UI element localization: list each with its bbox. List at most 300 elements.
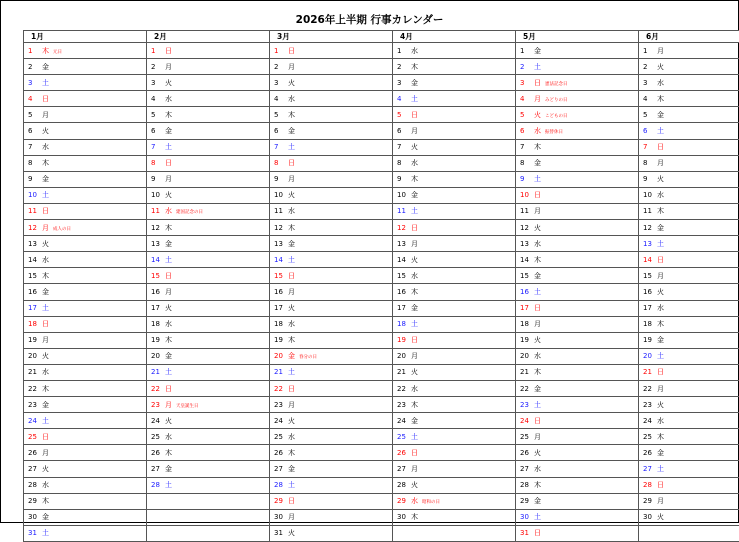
day-row <box>24 91 739 107</box>
day-cell <box>516 300 639 316</box>
day-cell <box>24 139 147 155</box>
day-number: 12 <box>147 224 165 232</box>
weekday-label: 月 <box>42 448 53 458</box>
day-number: 15 <box>639 272 657 280</box>
day-cell <box>393 461 516 477</box>
day-cell <box>147 155 270 171</box>
weekday-label: 木 <box>411 287 422 297</box>
month-header-row <box>24 31 739 43</box>
day-number: 10 <box>147 191 165 199</box>
day-number: 24 <box>147 417 165 425</box>
day-cell <box>24 284 147 300</box>
day-number: 20 <box>516 352 534 360</box>
weekday-label: 木 <box>165 335 176 345</box>
weekday-label: 火 <box>165 190 176 200</box>
weekday-label: 木 <box>411 62 422 72</box>
weekday-label: 火 <box>657 512 668 522</box>
weekday-label: 金 <box>411 416 422 426</box>
weekday-label: 土 <box>534 174 545 184</box>
day-cell <box>516 59 639 75</box>
day-cell <box>393 220 516 236</box>
day-cell <box>639 300 739 316</box>
day-cell <box>393 493 516 509</box>
holiday-label: 成人の日 <box>53 227 71 232</box>
day-number: 26 <box>24 449 42 457</box>
day-cell <box>24 477 147 493</box>
day-cell <box>639 413 739 429</box>
day-cell <box>393 397 516 413</box>
weekday-label: 金 <box>288 351 299 361</box>
weekday-label: 火 <box>42 126 53 136</box>
day-number: 12 <box>270 224 288 232</box>
weekday-label: 月 <box>288 512 299 522</box>
day-number: 18 <box>393 320 411 328</box>
day-cell <box>270 284 393 300</box>
weekday-label: 月 <box>534 94 545 104</box>
day-number: 31 <box>516 529 534 537</box>
day-row <box>24 380 739 396</box>
day-number: 22 <box>639 385 657 393</box>
day-cell <box>393 332 516 348</box>
day-cell <box>24 59 147 75</box>
day-number: 3 <box>639 79 657 87</box>
day-number: 3 <box>270 79 288 87</box>
day-number: 7 <box>270 143 288 151</box>
weekday-label: 火 <box>657 62 668 72</box>
day-number: 1 <box>147 47 165 55</box>
day-number: 5 <box>147 111 165 119</box>
weekday-label: 火 <box>42 464 53 474</box>
weekday-label: 金 <box>657 448 668 458</box>
day-cell <box>24 380 147 396</box>
day-row <box>24 252 739 268</box>
day-number: 16 <box>639 288 657 296</box>
day-number: 25 <box>393 433 411 441</box>
weekday-label: 木 <box>288 448 299 458</box>
day-cell <box>516 397 639 413</box>
weekday-label: 木 <box>657 206 668 216</box>
calendar-body <box>24 43 739 542</box>
day-cell <box>24 107 147 123</box>
day-number: 13 <box>147 240 165 248</box>
day-number: 15 <box>516 272 534 280</box>
day-cell <box>24 252 147 268</box>
day-number: 7 <box>639 143 657 151</box>
weekday-label: 木 <box>288 223 299 233</box>
month-header-2: 2月 <box>147 31 270 43</box>
weekday-label: 日 <box>42 206 53 216</box>
day-number: 7 <box>147 143 165 151</box>
weekday-label: 日 <box>288 46 299 56</box>
weekday-label: 火 <box>288 528 299 538</box>
weekday-label: 水 <box>42 480 53 490</box>
weekday-label: 木 <box>411 174 422 184</box>
day-number: 19 <box>516 336 534 344</box>
day-row <box>24 268 739 284</box>
day-cell <box>639 252 739 268</box>
day-cell <box>147 477 270 493</box>
weekday-label: 火 <box>657 174 668 184</box>
weekday-label: 火 <box>288 416 299 426</box>
day-cell <box>639 364 739 380</box>
day-cell <box>639 171 739 187</box>
day-cell <box>516 139 639 155</box>
day-number: 23 <box>147 401 165 409</box>
day-number: 14 <box>24 256 42 264</box>
holiday-label: こどもの日 <box>545 114 568 119</box>
day-number: 17 <box>639 304 657 312</box>
day-number: 2 <box>516 63 534 71</box>
weekday-label: 日 <box>42 319 53 329</box>
day-row <box>24 171 739 187</box>
day-number: 6 <box>147 127 165 135</box>
day-number: 20 <box>24 352 42 360</box>
day-cell <box>516 220 639 236</box>
day-number: 23 <box>393 401 411 409</box>
day-cell <box>639 348 739 364</box>
day-number: 30 <box>516 513 534 521</box>
weekday-label: 月 <box>657 384 668 394</box>
weekday-label: 火 <box>411 367 422 377</box>
day-cell <box>393 525 516 541</box>
day-row <box>24 123 739 139</box>
day-cell <box>24 123 147 139</box>
weekday-label: 土 <box>657 239 668 249</box>
day-number: 28 <box>270 481 288 489</box>
day-number: 17 <box>24 304 42 312</box>
weekday-label: 月 <box>288 174 299 184</box>
day-row <box>24 477 739 493</box>
month-header-3: 3月 <box>270 31 393 43</box>
day-number: 23 <box>270 401 288 409</box>
weekday-label: 日 <box>165 384 176 394</box>
day-number: 8 <box>24 159 42 167</box>
weekday-label: 日 <box>534 303 545 313</box>
day-number: 30 <box>639 513 657 521</box>
weekday-label: 土 <box>288 480 299 490</box>
day-cell <box>270 525 393 541</box>
weekday-label: 日 <box>165 46 176 56</box>
weekday-label: 日 <box>42 432 53 442</box>
day-number: 13 <box>516 240 534 248</box>
day-cell <box>147 59 270 75</box>
day-cell <box>516 107 639 123</box>
weekday-label: 水 <box>657 303 668 313</box>
day-row <box>24 187 739 203</box>
weekday-label: 月 <box>534 432 545 442</box>
day-cell <box>147 300 270 316</box>
day-cell <box>270 348 393 364</box>
page-title: 2026年上半期 行事カレンダー <box>0 12 739 27</box>
day-number: 15 <box>147 272 165 280</box>
day-number: 3 <box>393 79 411 87</box>
day-cell <box>393 429 516 445</box>
day-row <box>24 316 739 332</box>
day-number: 11 <box>24 207 42 215</box>
day-cell <box>516 493 639 509</box>
weekday-label: 金 <box>534 496 545 506</box>
day-cell <box>270 364 393 380</box>
day-cell <box>639 332 739 348</box>
day-cell <box>639 397 739 413</box>
day-number: 23 <box>516 401 534 409</box>
day-number: 22 <box>516 385 534 393</box>
weekday-label: 木 <box>165 110 176 120</box>
weekday-label: 土 <box>165 480 176 490</box>
day-number: 13 <box>639 240 657 248</box>
day-cell <box>393 316 516 332</box>
day-cell <box>24 348 147 364</box>
day-number: 27 <box>516 465 534 473</box>
weekday-label: 日 <box>657 255 668 265</box>
weekday-label: 木 <box>42 271 53 281</box>
day-cell <box>516 123 639 139</box>
day-number: 16 <box>24 288 42 296</box>
weekday-label: 月 <box>42 110 53 120</box>
weekday-label: 土 <box>288 142 299 152</box>
day-cell <box>270 493 393 509</box>
day-cell <box>24 397 147 413</box>
day-cell <box>516 43 639 59</box>
day-cell <box>270 252 393 268</box>
day-number: 12 <box>639 224 657 232</box>
weekday-label: 火 <box>165 416 176 426</box>
day-number: 4 <box>147 95 165 103</box>
day-cell <box>639 107 739 123</box>
holiday-label: 振替休日 <box>545 130 563 135</box>
day-cell <box>147 429 270 445</box>
day-cell <box>639 155 739 171</box>
day-row <box>24 284 739 300</box>
day-cell <box>639 139 739 155</box>
day-cell <box>393 252 516 268</box>
weekday-label: 金 <box>657 110 668 120</box>
day-cell <box>270 203 393 219</box>
day-cell <box>270 397 393 413</box>
day-number: 22 <box>147 385 165 393</box>
day-number: 16 <box>393 288 411 296</box>
weekday-label: 金 <box>165 239 176 249</box>
weekday-label: 金 <box>42 287 53 297</box>
weekday-label: 月 <box>165 400 176 410</box>
weekday-label: 月 <box>534 319 545 329</box>
weekday-label: 水 <box>411 271 422 281</box>
weekday-label: 水 <box>165 319 176 329</box>
day-number: 11 <box>270 207 288 215</box>
weekday-label: 土 <box>534 512 545 522</box>
day-cell <box>516 75 639 91</box>
day-cell <box>24 236 147 252</box>
day-number: 1 <box>24 47 42 55</box>
day-number: 11 <box>393 207 411 215</box>
day-number: 8 <box>147 159 165 167</box>
weekday-label: 水 <box>288 94 299 104</box>
day-row <box>24 43 739 59</box>
day-cell <box>24 445 147 461</box>
weekday-label: 土 <box>42 416 53 426</box>
weekday-label: 木 <box>42 384 53 394</box>
day-number: 27 <box>147 465 165 473</box>
day-number: 19 <box>639 336 657 344</box>
day-number: 12 <box>393 224 411 232</box>
weekday-label: 木 <box>165 448 176 458</box>
day-cell <box>516 525 639 541</box>
day-number: 24 <box>639 417 657 425</box>
day-number: 26 <box>516 449 534 457</box>
weekday-label: 木 <box>657 94 668 104</box>
holiday-label: 春分の日 <box>299 355 317 360</box>
day-cell <box>639 493 739 509</box>
day-number: 21 <box>516 368 534 376</box>
day-cell <box>270 139 393 155</box>
day-number: 25 <box>147 433 165 441</box>
day-cell <box>270 187 393 203</box>
day-cell <box>270 123 393 139</box>
day-cell <box>147 493 270 509</box>
day-number: 13 <box>24 240 42 248</box>
weekday-label: 火 <box>411 480 422 490</box>
weekday-label: 木 <box>534 142 545 152</box>
day-number: 5 <box>270 111 288 119</box>
day-row <box>24 220 739 236</box>
weekday-label: 日 <box>657 142 668 152</box>
day-number: 3 <box>516 79 534 87</box>
day-number: 8 <box>393 159 411 167</box>
weekday-label: 木 <box>288 335 299 345</box>
day-cell <box>639 59 739 75</box>
day-number: 15 <box>393 272 411 280</box>
day-number: 23 <box>639 401 657 409</box>
calendar-table <box>23 30 739 542</box>
weekday-label: 水 <box>534 126 545 136</box>
day-row <box>24 75 739 91</box>
day-cell <box>393 75 516 91</box>
day-cell <box>516 316 639 332</box>
weekday-label: 土 <box>42 190 53 200</box>
day-cell <box>639 445 739 461</box>
day-number: 5 <box>393 111 411 119</box>
day-number: 11 <box>516 207 534 215</box>
weekday-label: 土 <box>165 142 176 152</box>
day-cell <box>393 300 516 316</box>
day-cell <box>393 171 516 187</box>
day-number: 17 <box>516 304 534 312</box>
weekday-label: 水 <box>165 432 176 442</box>
weekday-label: 土 <box>657 464 668 474</box>
weekday-label: 水 <box>42 367 53 377</box>
day-number: 8 <box>639 159 657 167</box>
day-number: 22 <box>270 385 288 393</box>
day-number: 26 <box>270 449 288 457</box>
day-number: 31 <box>270 529 288 537</box>
weekday-label: 火 <box>534 335 545 345</box>
day-number: 27 <box>24 465 42 473</box>
weekday-label: 日 <box>534 416 545 426</box>
weekday-label: 水 <box>411 384 422 394</box>
weekday-label: 土 <box>165 255 176 265</box>
weekday-label: 土 <box>165 367 176 377</box>
weekday-label: 金 <box>42 62 53 72</box>
weekday-label: 金 <box>42 400 53 410</box>
day-cell <box>270 91 393 107</box>
weekday-label: 日 <box>411 110 422 120</box>
day-cell <box>516 413 639 429</box>
weekday-label: 土 <box>534 287 545 297</box>
weekday-label: 火 <box>534 223 545 233</box>
day-number: 15 <box>24 272 42 280</box>
day-cell <box>393 107 516 123</box>
weekday-label: 木 <box>657 432 668 442</box>
weekday-label: 水 <box>657 190 668 200</box>
weekday-label: 火 <box>411 255 422 265</box>
day-cell <box>270 477 393 493</box>
day-number: 10 <box>639 191 657 199</box>
day-cell <box>147 461 270 477</box>
day-row <box>24 139 739 155</box>
holiday-label: 元日 <box>53 50 62 55</box>
day-cell <box>147 525 270 541</box>
weekday-label: 月 <box>657 46 668 56</box>
weekday-label: 土 <box>657 126 668 136</box>
day-cell <box>147 75 270 91</box>
day-cell <box>147 91 270 107</box>
weekday-label: 木 <box>42 158 53 168</box>
weekday-label: 日 <box>165 158 176 168</box>
day-number: 20 <box>393 352 411 360</box>
day-number: 9 <box>147 175 165 183</box>
weekday-label: 月 <box>288 400 299 410</box>
day-number: 29 <box>639 497 657 505</box>
weekday-label: 木 <box>411 400 422 410</box>
month-header-6: 6月 <box>639 31 739 43</box>
weekday-label: 月 <box>411 351 422 361</box>
day-number: 8 <box>516 159 534 167</box>
weekday-label: 土 <box>411 319 422 329</box>
day-cell <box>393 155 516 171</box>
day-number: 29 <box>516 497 534 505</box>
day-number: 20 <box>639 352 657 360</box>
day-cell <box>147 123 270 139</box>
day-cell <box>147 284 270 300</box>
day-cell <box>24 187 147 203</box>
day-number: 26 <box>393 449 411 457</box>
day-number: 18 <box>24 320 42 328</box>
day-cell <box>393 348 516 364</box>
weekday-label: 日 <box>411 223 422 233</box>
day-number: 2 <box>270 63 288 71</box>
day-number: 4 <box>270 95 288 103</box>
weekday-label: 月 <box>657 271 668 281</box>
day-cell <box>24 155 147 171</box>
day-number: 20 <box>147 352 165 360</box>
day-cell <box>639 75 739 91</box>
weekday-label: 金 <box>165 126 176 136</box>
weekday-label: 日 <box>288 384 299 394</box>
day-cell <box>393 477 516 493</box>
holiday-label: みどりの日 <box>545 98 568 103</box>
day-cell <box>147 445 270 461</box>
day-cell <box>270 59 393 75</box>
day-cell <box>639 477 739 493</box>
day-number: 23 <box>24 401 42 409</box>
day-number: 1 <box>516 47 534 55</box>
day-number: 21 <box>270 368 288 376</box>
day-cell <box>270 429 393 445</box>
day-cell <box>24 268 147 284</box>
day-cell <box>270 300 393 316</box>
day-cell <box>516 155 639 171</box>
day-cell <box>147 316 270 332</box>
